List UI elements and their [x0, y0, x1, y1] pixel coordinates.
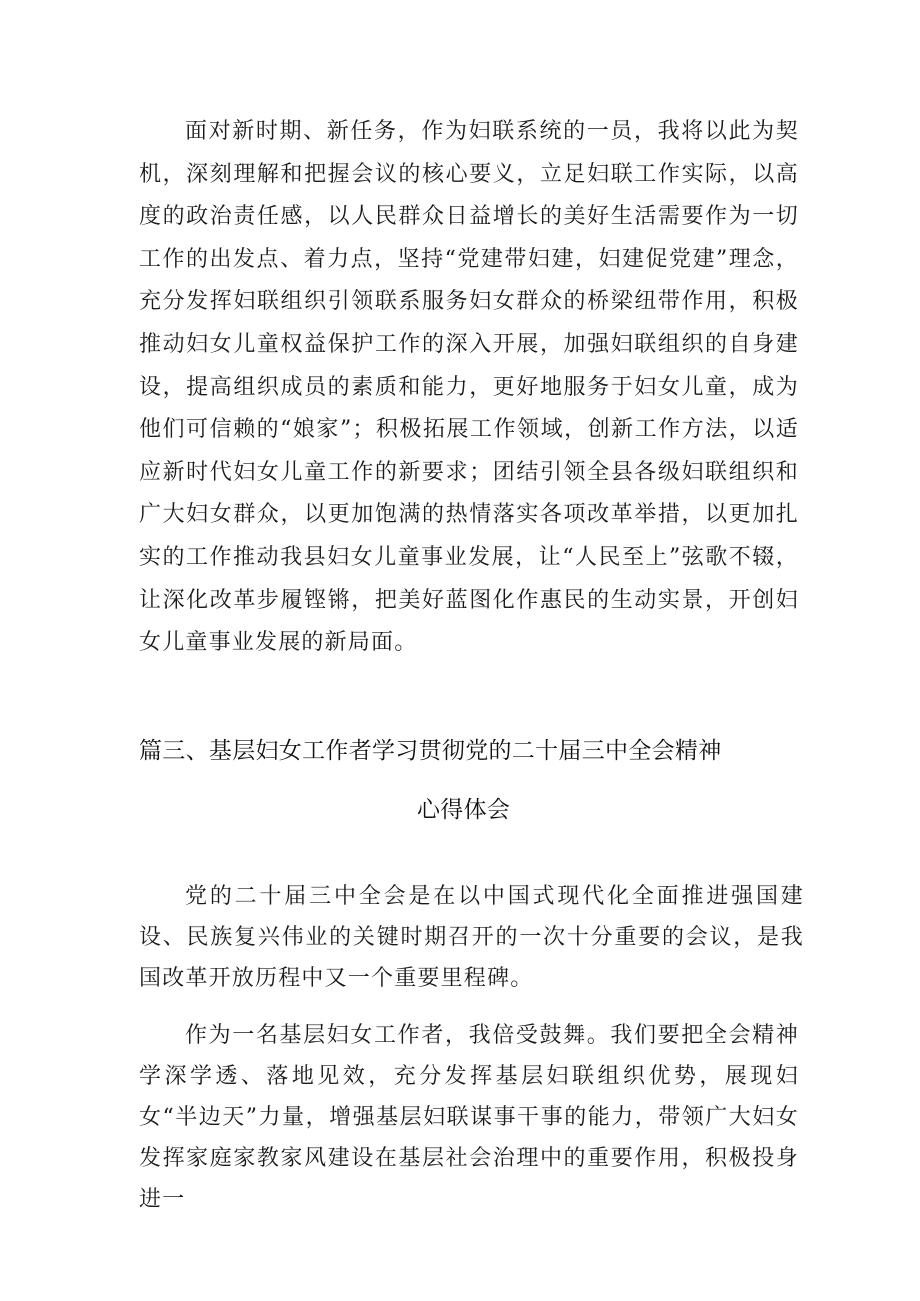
body-paragraph: 作为一名基层妇女工作者，我倍受鼓舞。我们要把全会精神学深学透、落地见效，充分发挥基层妇联组织优势，展现妇女“半边天”力量，增强基层妇联谋事干事的能力，带领广大妇女发挥家庭家教家风建设在基层社会治理中的重要作用，积极投身进一 [139, 1023, 799, 1212]
body-paragraph: 党的二十届三中全会是在以中国式现代化全面推进强国建设、民族复兴伟业的关键时期召开的一次十分重要的会议，是我国改革开放历程中又一个重要里程碑。 [139, 884, 804, 991]
section-title: 篇三、基层妇女工作者学习贯彻党的二十届三中全会精神 [139, 738, 722, 764]
body-paragraph: 面对新时期、新任务，作为妇联系统的一员，我将以此为契机，深刻理解和把握会议的核心要义，立足妇联工作实际，以高度的政治责任感，以人民群众日益增长的美好生活需要作为一切工作的出发点、着力点，坚持“党建带妇建，妇建促党建”理念，充分发挥妇联组织引领联系服务妇女群众的桥梁纽带作用，积极推动妇女儿童权益保护工作的深入开展，加强妇联组织的自身建设，提高组织成员的素质和能力，更好地服务于妇女儿童，成为他们可信赖的“娘家”；积极拓展工作领域，创新工作方法，以适应新时代妇女儿童工作的新要求；团结引领全县各级妇联组织和广大妇女群众，以更加饱满的热情落实各项改革举措，以更加扎实的工作推动我县妇女儿童事业发展，让“人民至上”弦歌不辍，让深化改革步履铿锵，把美好蓝图化作惠民的生动实景，开创妇女儿童事业发展的新局面。 [139, 119, 799, 656]
section-subtitle: 心得体会 [417, 797, 511, 823]
